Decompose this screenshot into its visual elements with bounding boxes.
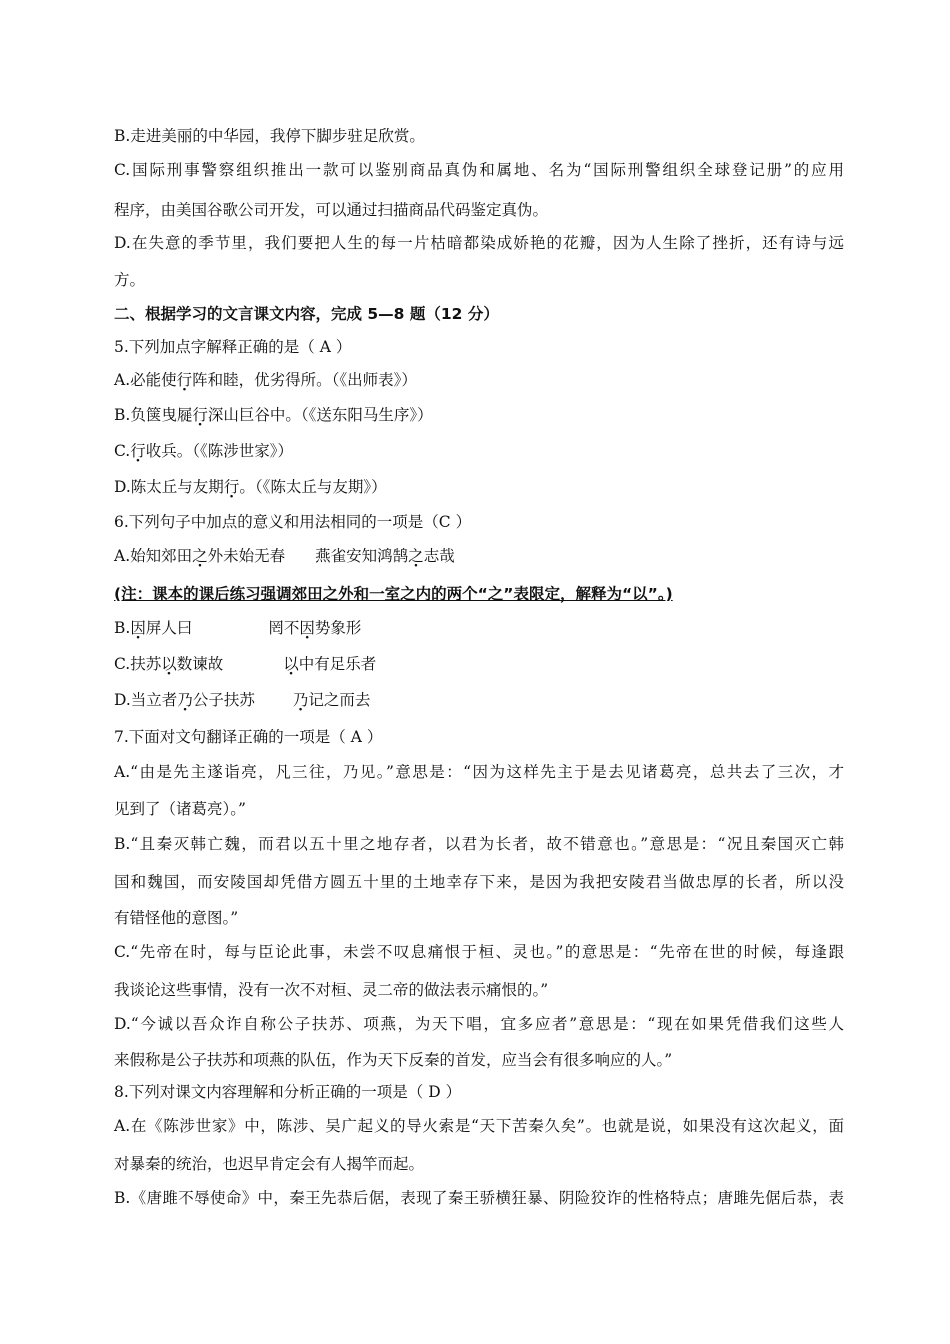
text: 数谏故 [176,655,224,673]
q7-option-c-1: C.“先帝在时，每与臣论此事，未尝不叹息痛恨于桓、灵也。”的意思是：“先帝在世的时候，每逢跟 [114,943,844,961]
note-line: (注：课本的课后练习强调郊田之外和一室之内的两个“之”表限定，解释为“以”。) [114,585,673,603]
text: A.必能使 [114,371,177,389]
q5-option-b [114,405,844,425]
dotted-char: 因 [299,619,315,637]
q7-option-b-3: 有错怪他的意图。” [114,909,239,927]
text: 深山巨谷中。（《送东阳马生序》） [207,406,433,424]
dotted-char: 以 [161,655,177,673]
dotted-char: 乃 [177,691,193,709]
q5-option-d [114,477,844,497]
dotted-char: 行 [192,406,208,424]
option-b-line: B.走进美丽的中华园，我停下脚步驻足欣赏。 [114,127,425,145]
dotted-char: 行 [223,478,240,496]
q7-option-d-2: 来假称是公子扶苏和项燕的队伍，作为天下反秦的首发，应当会有很多响应的人。” [114,1051,673,1069]
text: 公子扶苏 [192,691,255,709]
text: B. [114,619,131,637]
q8-option-b-1: B.《唐雎不辱使命》中，秦王先恭后倨，表现了秦王骄横狂暴、阴险狡诈的性格特点；唐雎先倨后恭，表 [114,1189,844,1207]
text: 外未始无春 [207,547,286,565]
text: D.当立者 [114,691,178,709]
section-heading: 二、根据学习的文言课文内容，完成 5—8 题（12 分） [114,305,499,323]
q8-option-a-2: 对暴秦的统治，也迟早肯定会有人揭竿而起。 [114,1155,425,1173]
dotted-char: 之 [192,547,208,565]
text: 燕雀安知鸿鹄 [315,547,409,565]
text: 罔不 [268,619,300,637]
text: 屏人曰 [145,619,193,637]
question-5: 5.下列加点字解释正确的是（ A ） [114,338,352,356]
q8-option-a-1: A.在《陈涉世家》中，陈涉、吴广起义的导火索是“天下苦秦久矣”。也就是说，如果没有这次起义，面 [114,1117,844,1135]
q7-option-a-1: A.“由是先主遂诣亮，凡三往，乃见。”意思是：“因为这样先主于是去见诸葛亮，总共去了三次，才 [114,763,844,781]
q6-option-c [114,654,844,674]
text: D.陈太丘与友期 [114,478,224,496]
question-7: 7.下面对文句翻译正确的一项是（ A ） [114,728,383,746]
text: A.始知郊田 [114,547,193,565]
dotted-char: 之 [408,547,424,565]
q7-option-b-1: B.“且秦灭韩亡魏，而君以五十里之地存者，以君为长者，故不错意也。”意思是：“况且秦国灭亡韩 [114,835,844,853]
q5-option-c [114,441,844,461]
question-6: 6.下列句子中加点的意义和用法相同的一项是（C ） [114,513,472,531]
option-c-line-2: 程序，由美国谷歌公司开发，可以通过扫描商品代码鉴定真伪。 [114,201,549,219]
dotted-char: 行 [130,442,146,460]
text: 中有足乐者 [298,655,377,673]
dotted-char: 因 [130,619,146,637]
text: C.扶苏 [114,655,162,673]
option-d-line-2: 方。 [114,271,146,289]
q7-option-c-2: 我谈论这些事情，没有一次不对桓、灵二帝的做法表示痛恨的。” [114,981,549,999]
q6-option-d [114,690,844,710]
text: 志哉 [423,547,455,565]
q5-option-a [114,370,844,390]
text: 记之而去 [308,691,371,709]
q6-option-a [114,546,844,566]
q7-option-b-2: 国和魏国，而安陵国却凭借方圆五十里的土地幸存下来，是因为我把安陵君当做忠厚的长者，所以没 [114,873,844,891]
text: 势象形 [314,619,362,637]
option-d-line-1: D.在失意的季节里，我们要把人生的每一片枯暗都染成娇艳的花瓣，因为人生除了挫折，还有诗与远 [114,234,844,252]
dotted-char: 以 [283,655,299,673]
q7-option-a-2: 见到了（诸葛亮）。” [114,800,246,818]
text: 收兵。（《陈涉世家》） [145,442,294,460]
q7-option-d-1: D.“今诚以吾众诈自称公子扶苏、项燕，为天下唱，宜多应者”意思是：“现在如果凭借我们这些人 [114,1015,844,1033]
question-8: 8.下列对课文内容理解和分析正确的一项是（ D ） [114,1083,462,1101]
text: B.负箧曳屣 [114,406,193,424]
q6-option-b [114,618,844,638]
text: 阵和睦，优劣得所。（《出师表》） [192,371,417,389]
text: 。（《陈太丘与友期》） [239,478,387,496]
option-c-line-1: C.国际刑事警察组织推出一款可以鉴别商品真伪和属地、名为“国际刑警组织全球登记册”的应用 [114,161,844,179]
text: C. [114,442,131,460]
dotted-char: 乃 [292,691,309,709]
dotted-char: 行 [176,371,193,389]
